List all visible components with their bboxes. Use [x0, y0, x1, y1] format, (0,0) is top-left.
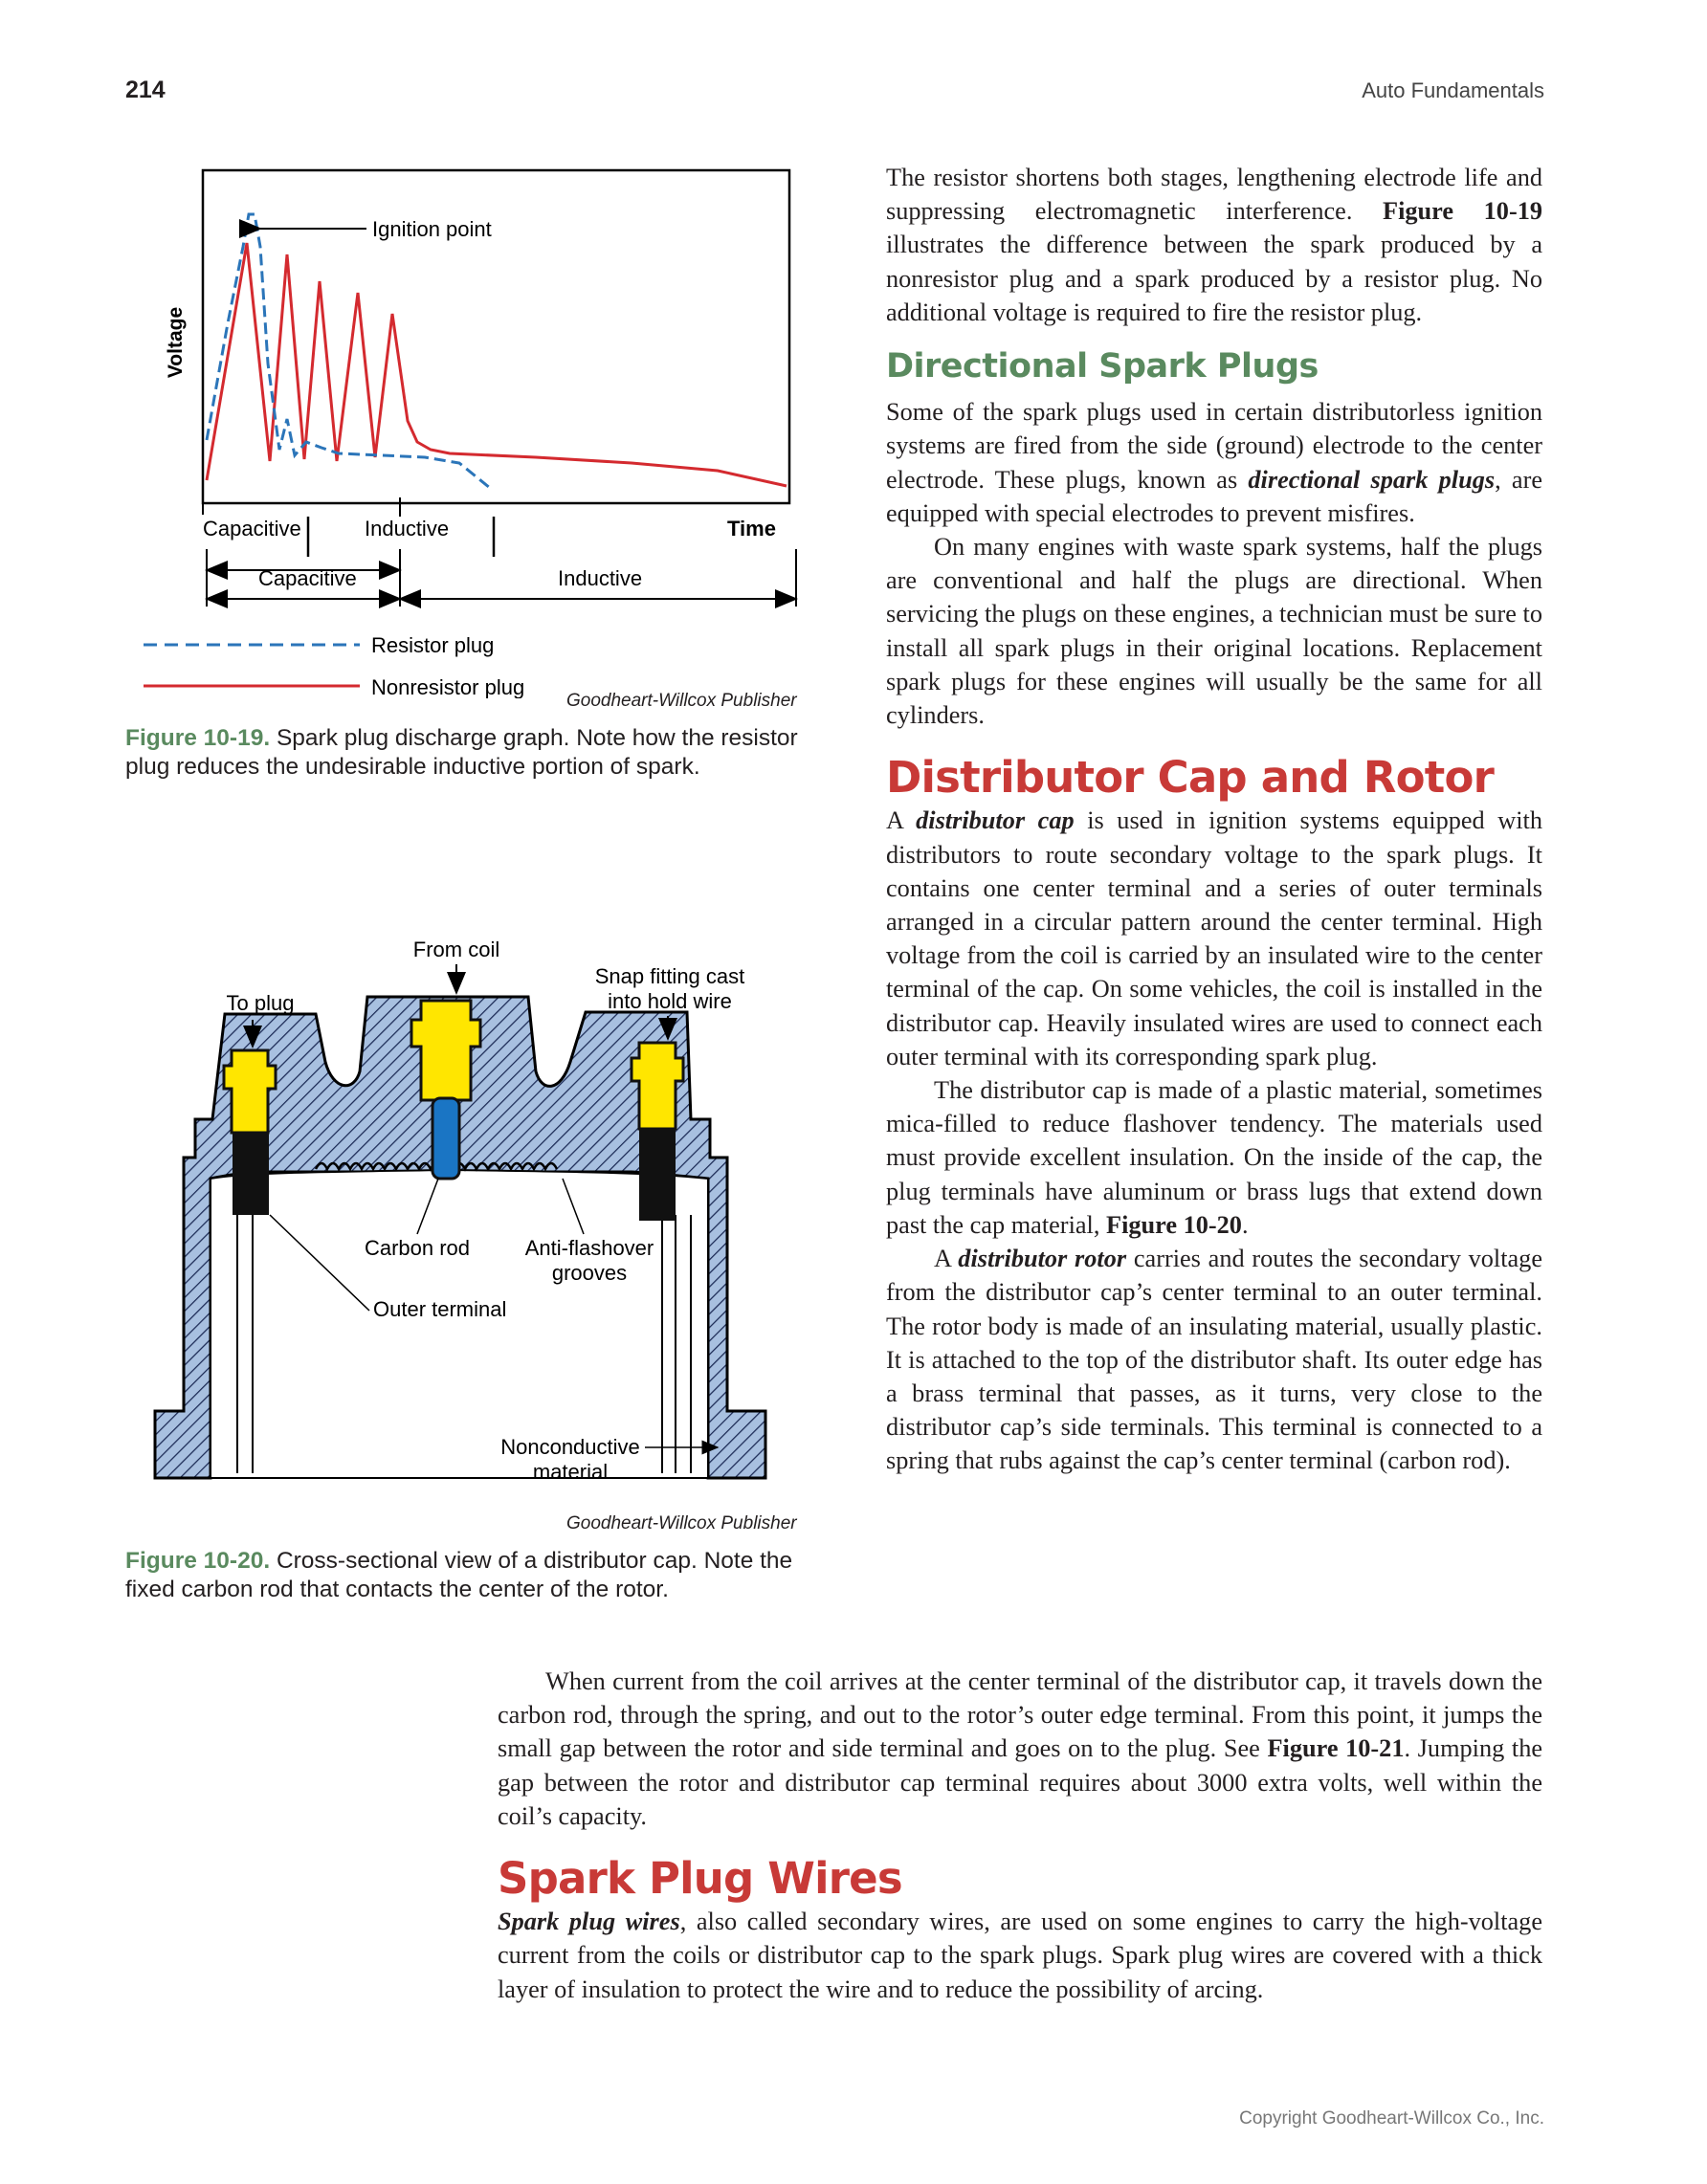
- paragraph-resistor: The resistor shortens both stages, lengthening electrode life and suppressing electromagnetic interference. Figure 10-19 illustrates the difference between the spark produced by a nonresistor plug and a spark produced by a resistor plug. No additional voltage is required to fire the resistor plug.: [886, 164, 1542, 326]
- paragraph-directional: Some of the spark plugs used in certain distributorless ignition systems are fired from the side (ground) electrode to the center electrode. These plugs, known as directional spark plugs, are equipped with special electrodes to prevent misfires.: [886, 398, 1543, 527]
- figure-10-20-number: Figure 10-20.: [125, 1548, 271, 1574]
- anti-flashover-label-1: Anti-flashover: [524, 1236, 654, 1260]
- snap-fitting-label-2: into hold wire: [608, 989, 732, 1013]
- wide-column: [498, 1665, 1542, 2006]
- nonconductive-label-2: material: [532, 1460, 609, 1484]
- carbon-rod-label: Carbon rod: [364, 1236, 471, 1260]
- figure-10-20-caption: [125, 1547, 824, 1604]
- figure-10-19-graph: [134, 163, 823, 698]
- term-directional-spark-plugs: directional spark plugs: [1248, 465, 1496, 494]
- term-distributor-cap: distributor cap: [916, 806, 1075, 835]
- nonconductive-label-1: Nonconductive: [500, 1435, 640, 1459]
- figure-10-20-credit: Goodheart-Willcox Publisher: [566, 1513, 797, 1533]
- figure-10-19-number: Figure 10-19.: [125, 725, 271, 751]
- paragraph-current-path: When current from the coil arrives at the center terminal of the distributor cap, it travels down the carbon rod, through the spring, and out to the rotor’s outer edge terminal. From this point, it jumps the small gap between the rotor and side terminal and goes on to the plug. See Figure 10-21. Jumping the gap between the rotor and distributor cap terminal requires about 3000 extra volts, well within the coil’s capacity.: [498, 1667, 1543, 1830]
- outer-terminal-label: Outer terminal: [373, 1297, 507, 1321]
- graph-frame: [203, 170, 789, 503]
- right-terminal-fitting: [632, 1043, 683, 1129]
- figure-10-19-caption-text: Spark plug discharge graph. Note how the resistor plug reduces the undesirable inductive portion of spark.: [125, 725, 798, 780]
- left-terminal-fitting: [224, 1050, 276, 1133]
- from-coil-label: From coil: [412, 938, 500, 961]
- term-distributor-rotor: distributor rotor: [958, 1245, 1127, 1273]
- figure-10-19-caption: [125, 724, 814, 782]
- voltage-axis-label: Voltage: [165, 306, 187, 379]
- figure-10-21-reference: Figure 10-21: [1267, 1734, 1405, 1763]
- left-terminal-lug: [233, 1129, 269, 1215]
- snap-fitting-label-1: Snap fitting cast: [594, 964, 745, 988]
- figure-10-19-reference: Figure 10-19: [1383, 197, 1542, 226]
- running-head: Auto Fundamentals: [1362, 78, 1544, 102]
- inductive-label-bottom: Inductive: [558, 566, 643, 590]
- ignition-point-label: Ignition point: [372, 217, 492, 241]
- paragraph-distributor-cap: A distributor cap is used in ignition systems equipped with distributors to route secondary voltage to the spark plugs. It contains one center terminal and a series of outer terminals arranged in a circular pattern around the center terminal. High voltage from the coil is carried by an insulated wire to the center terminal of the cap. On some vehicles, the coil is installed in the distributor cap. Heavily insulated wires are used to connect each outer terminal with its corresponding spark plug.: [886, 806, 1542, 1070]
- term-spark-plug-wires: Spark plug wires: [498, 1908, 680, 1936]
- anti-flashover-label-2: grooves: [551, 1261, 628, 1285]
- figure-10-19-credit: Goodheart-Willcox Publisher: [566, 691, 797, 711]
- carbon-rod: [432, 1098, 459, 1179]
- figure-10-20-diagram: [134, 928, 823, 1521]
- capacitive-label-top: Capacitive: [203, 517, 301, 540]
- figure-10-20-reference: Figure 10-20: [1106, 1210, 1242, 1239]
- page-number: 214: [125, 77, 166, 103]
- paragraph-spark-plug-wires: Spark plug wires, also called secondary wires, are used on some engines to carry the high-voltage current from the coils or distributor cap to the spark plugs. Spark plug wires are covered with a thick layer of insulation to protect the wire and to reduce the possibility of arcing.: [498, 1908, 1542, 2003]
- legend-nonresistor-label: Nonresistor plug: [371, 675, 525, 698]
- time-axis-label: Time: [727, 517, 776, 540]
- right-terminal-lug: [639, 1129, 676, 1221]
- heading-spark-plug-wires: Spark Plug Wires: [498, 1853, 902, 1905]
- cap-cavity: [211, 1170, 708, 1478]
- paragraph-cap-material: The distributor cap is made of a plastic material, sometimes mica-filled to reduce flashover tendency. The materials used must provide excellent insulation. On the inside of the cap, the plug terminals have aluminum or brass lugs that extend down past the cap material, Figure 10-20.: [886, 1076, 1542, 1239]
- heading-directional-spark-plugs: Directional Spark Plugs: [886, 347, 1319, 386]
- copyright-notice: Copyright Goodheart-Willcox Co., Inc.: [1239, 2108, 1544, 2129]
- inductive-label-top: Inductive: [365, 517, 450, 540]
- paragraph-waste-spark: On many engines with waste spark systems, half the plugs are conventional and half the plugs are directional. When servicing the plugs on these engines, a technician must be sure to install all spark plugs in their original locations. Replacement spark plugs for these engines will usually be the same for all cylinders.: [886, 533, 1542, 730]
- paragraph-distributor-rotor: A distributor rotor carries and routes the secondary voltage from the distributor cap’s center terminal to an outer terminal. The rotor body is made of an insulating material, usually plastic. It is attached to the top of the distributor shaft. Its outer edge has a brass terminal that passes, as it turns, very close to the distributor cap’s side terminals. This terminal is connected to a spring that rubs against the cap’s center terminal (carbon rod).: [886, 1245, 1542, 1475]
- to-plug-label: To plug: [226, 991, 295, 1015]
- center-terminal-fitting: [411, 1001, 480, 1100]
- heading-distributor-cap-rotor: Distributor Cap and Rotor: [886, 752, 1494, 804]
- legend-resistor-label: Resistor plug: [371, 633, 495, 657]
- capacitive-label-bottom: Capacitive: [258, 566, 357, 590]
- figure-10-20-caption-text: Cross-sectional view of a distributor cap. Note the fixed carbon rod that contacts the center of the rotor.: [125, 1548, 793, 1602]
- right-column: [886, 161, 1542, 1478]
